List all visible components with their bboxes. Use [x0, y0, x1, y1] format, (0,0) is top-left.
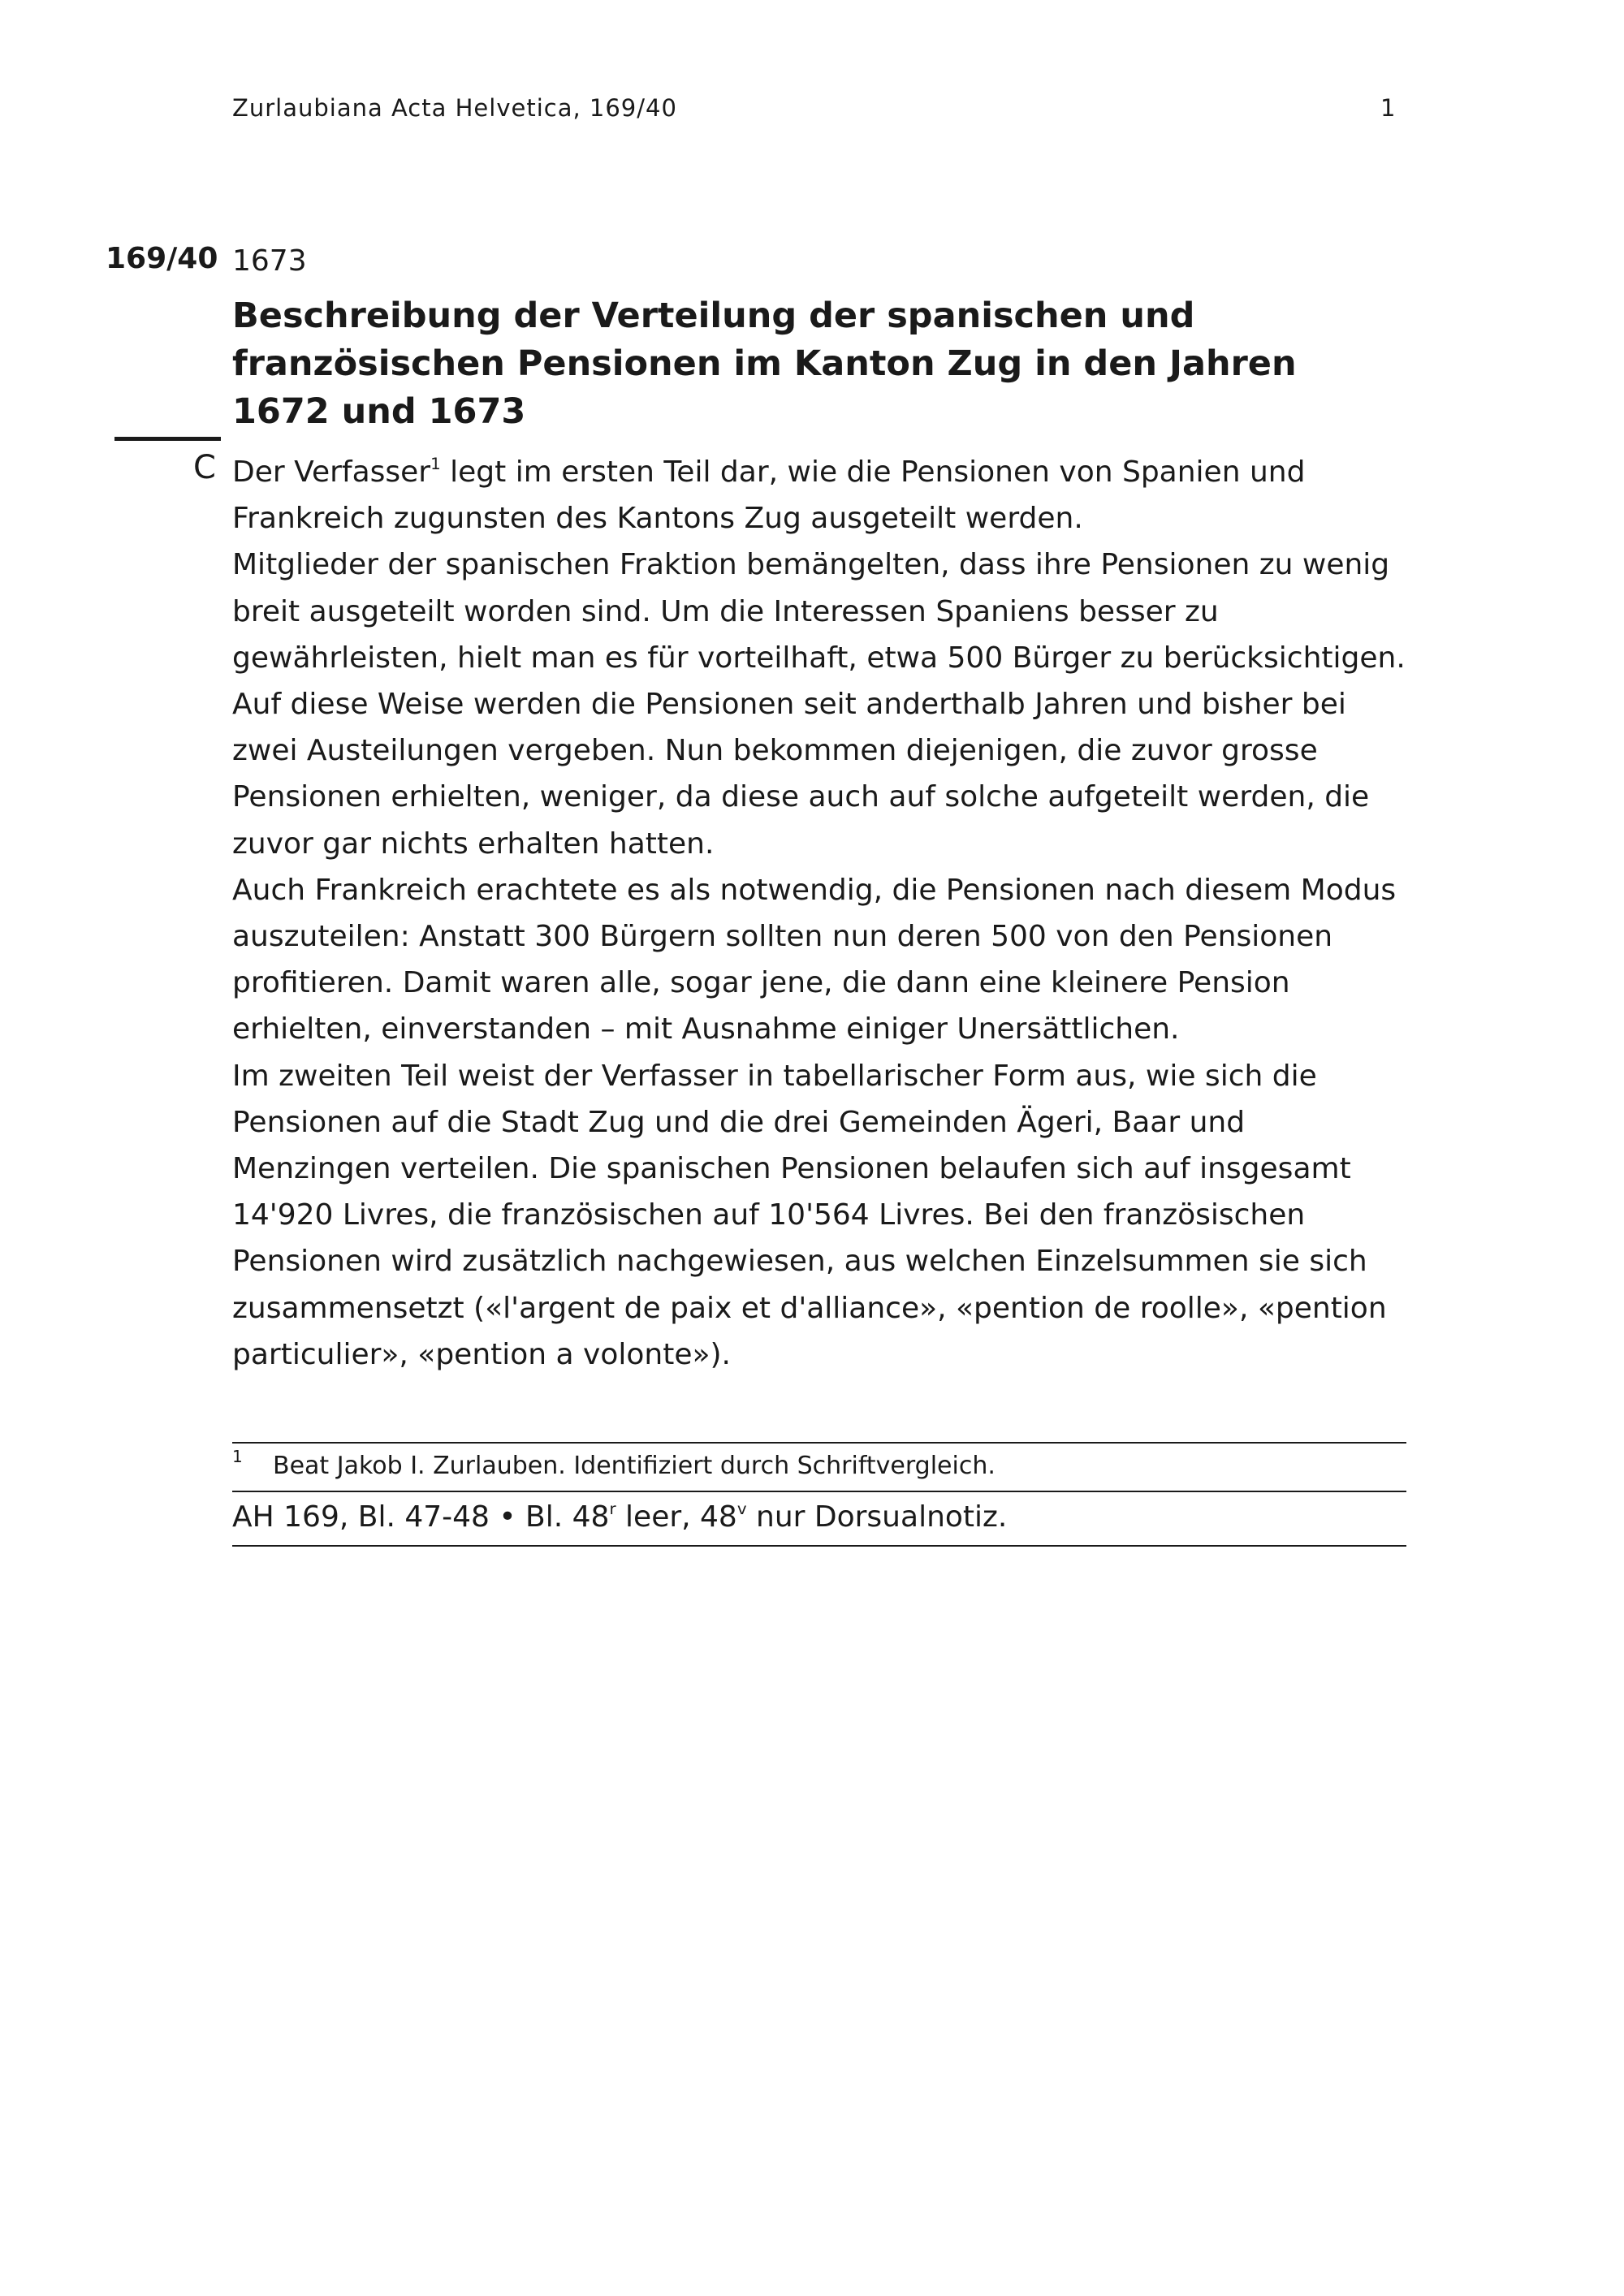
- footnote-reference: 1: [430, 455, 441, 474]
- footnote-rule-bottom: [232, 1491, 1406, 1492]
- source-part-1: AH 169, Bl. 47-48 • Bl. 48: [232, 1500, 610, 1534]
- source-sup-recto: r: [609, 1500, 616, 1519]
- source-note: [232, 1500, 1007, 1534]
- abstract-paragraph-3: Auch Frankreich erachtete es als notwendig, die Pensionen nach diesem Modus auszuteilen: Anstatt 300 Bürgern sollten nun deren 500 von den Pensionen profitieren. Damit waren alle, sogar jene, die dann eine kleinere Pension erhielten, einverstanden – mit Ausnahme einiger Unersättlichen.: [232, 873, 1397, 1047]
- abstract-paragraph-2: Mitglieder der spanischen Fraktion bemängelten, dass ihre Pensionen zu wenig breit ausgeteilt worden sind. Um die Interessen Spaniens besser zu gewährleisten, hielt man es für vorteilhaft, etwa 500 Bürger zu berücksichtigen. Auf diese Weise werden die Pensionen seit anderthalb Jahren und bisher bei zwei Austeilungen vergeben. Nun bekommen diejenigen, die zuvor grosse Pensionen erhielten, weniger, da diese auch auf solche aufgeteilt werden, die zuvor gar nichts erhalten hatten.: [232, 548, 1406, 861]
- footnote-rule-top: [232, 1442, 1406, 1444]
- section-rule: [114, 437, 221, 441]
- source-part-2: leer, 48: [615, 1500, 737, 1534]
- document-number: 169/40: [106, 242, 218, 275]
- source-sup-verso: v: [736, 1500, 747, 1519]
- abstract-p1-start: Der Verfasser: [232, 455, 431, 489]
- document-year: 1673: [232, 244, 307, 278]
- source-part-3: nur Dorsualnotiz.: [746, 1500, 1008, 1534]
- abstract-paragraph-4: Im zweiten Teil weist der Verfasser in tabellarischer Form aus, wie sich die Pensionen auf die Stadt Zug und die drei Gemeinden Ägeri, Baar und Menzingen verteilen. Die spanischen Pensionen belaufen sich auf insgesamt 14'920 Livres, die französischen auf 10'564 Livres. Bei den französischen Pensionen wird zusätzlich nachgewiesen, aus welchen Einzelsummen sie sich zusammensetzt («l'argent de paix et d'alliance», «pention de roolle», «pention particulier», «pention a volonte»).: [232, 1059, 1387, 1371]
- abstract-paragraph-1: [232, 449, 1410, 542]
- page-number: 1: [1380, 94, 1396, 122]
- source-rule: [232, 1545, 1406, 1547]
- footnote-text: Beat Jakob I. Zurlauben. Identifiziert durch Schriftvergleich.: [273, 1452, 996, 1480]
- running-header: Zurlaubiana Acta Helvetica, 169/40: [232, 94, 677, 122]
- abstract-p1-end: legt im ersten Teil dar, wie die Pensionen von Spanien und Frankreich zugunsten des Kantons Zug ausgeteilt werden.: [232, 455, 1306, 536]
- footnote-mark: 1: [232, 1447, 243, 1466]
- document-title: Beschreibung der Verteilung der spanischen und französischen Pensionen im Kanton Zug in den Jahren 1672 und 1673: [232, 296, 1297, 432]
- classification-marker: C: [193, 449, 216, 486]
- abstract: [232, 449, 1410, 1378]
